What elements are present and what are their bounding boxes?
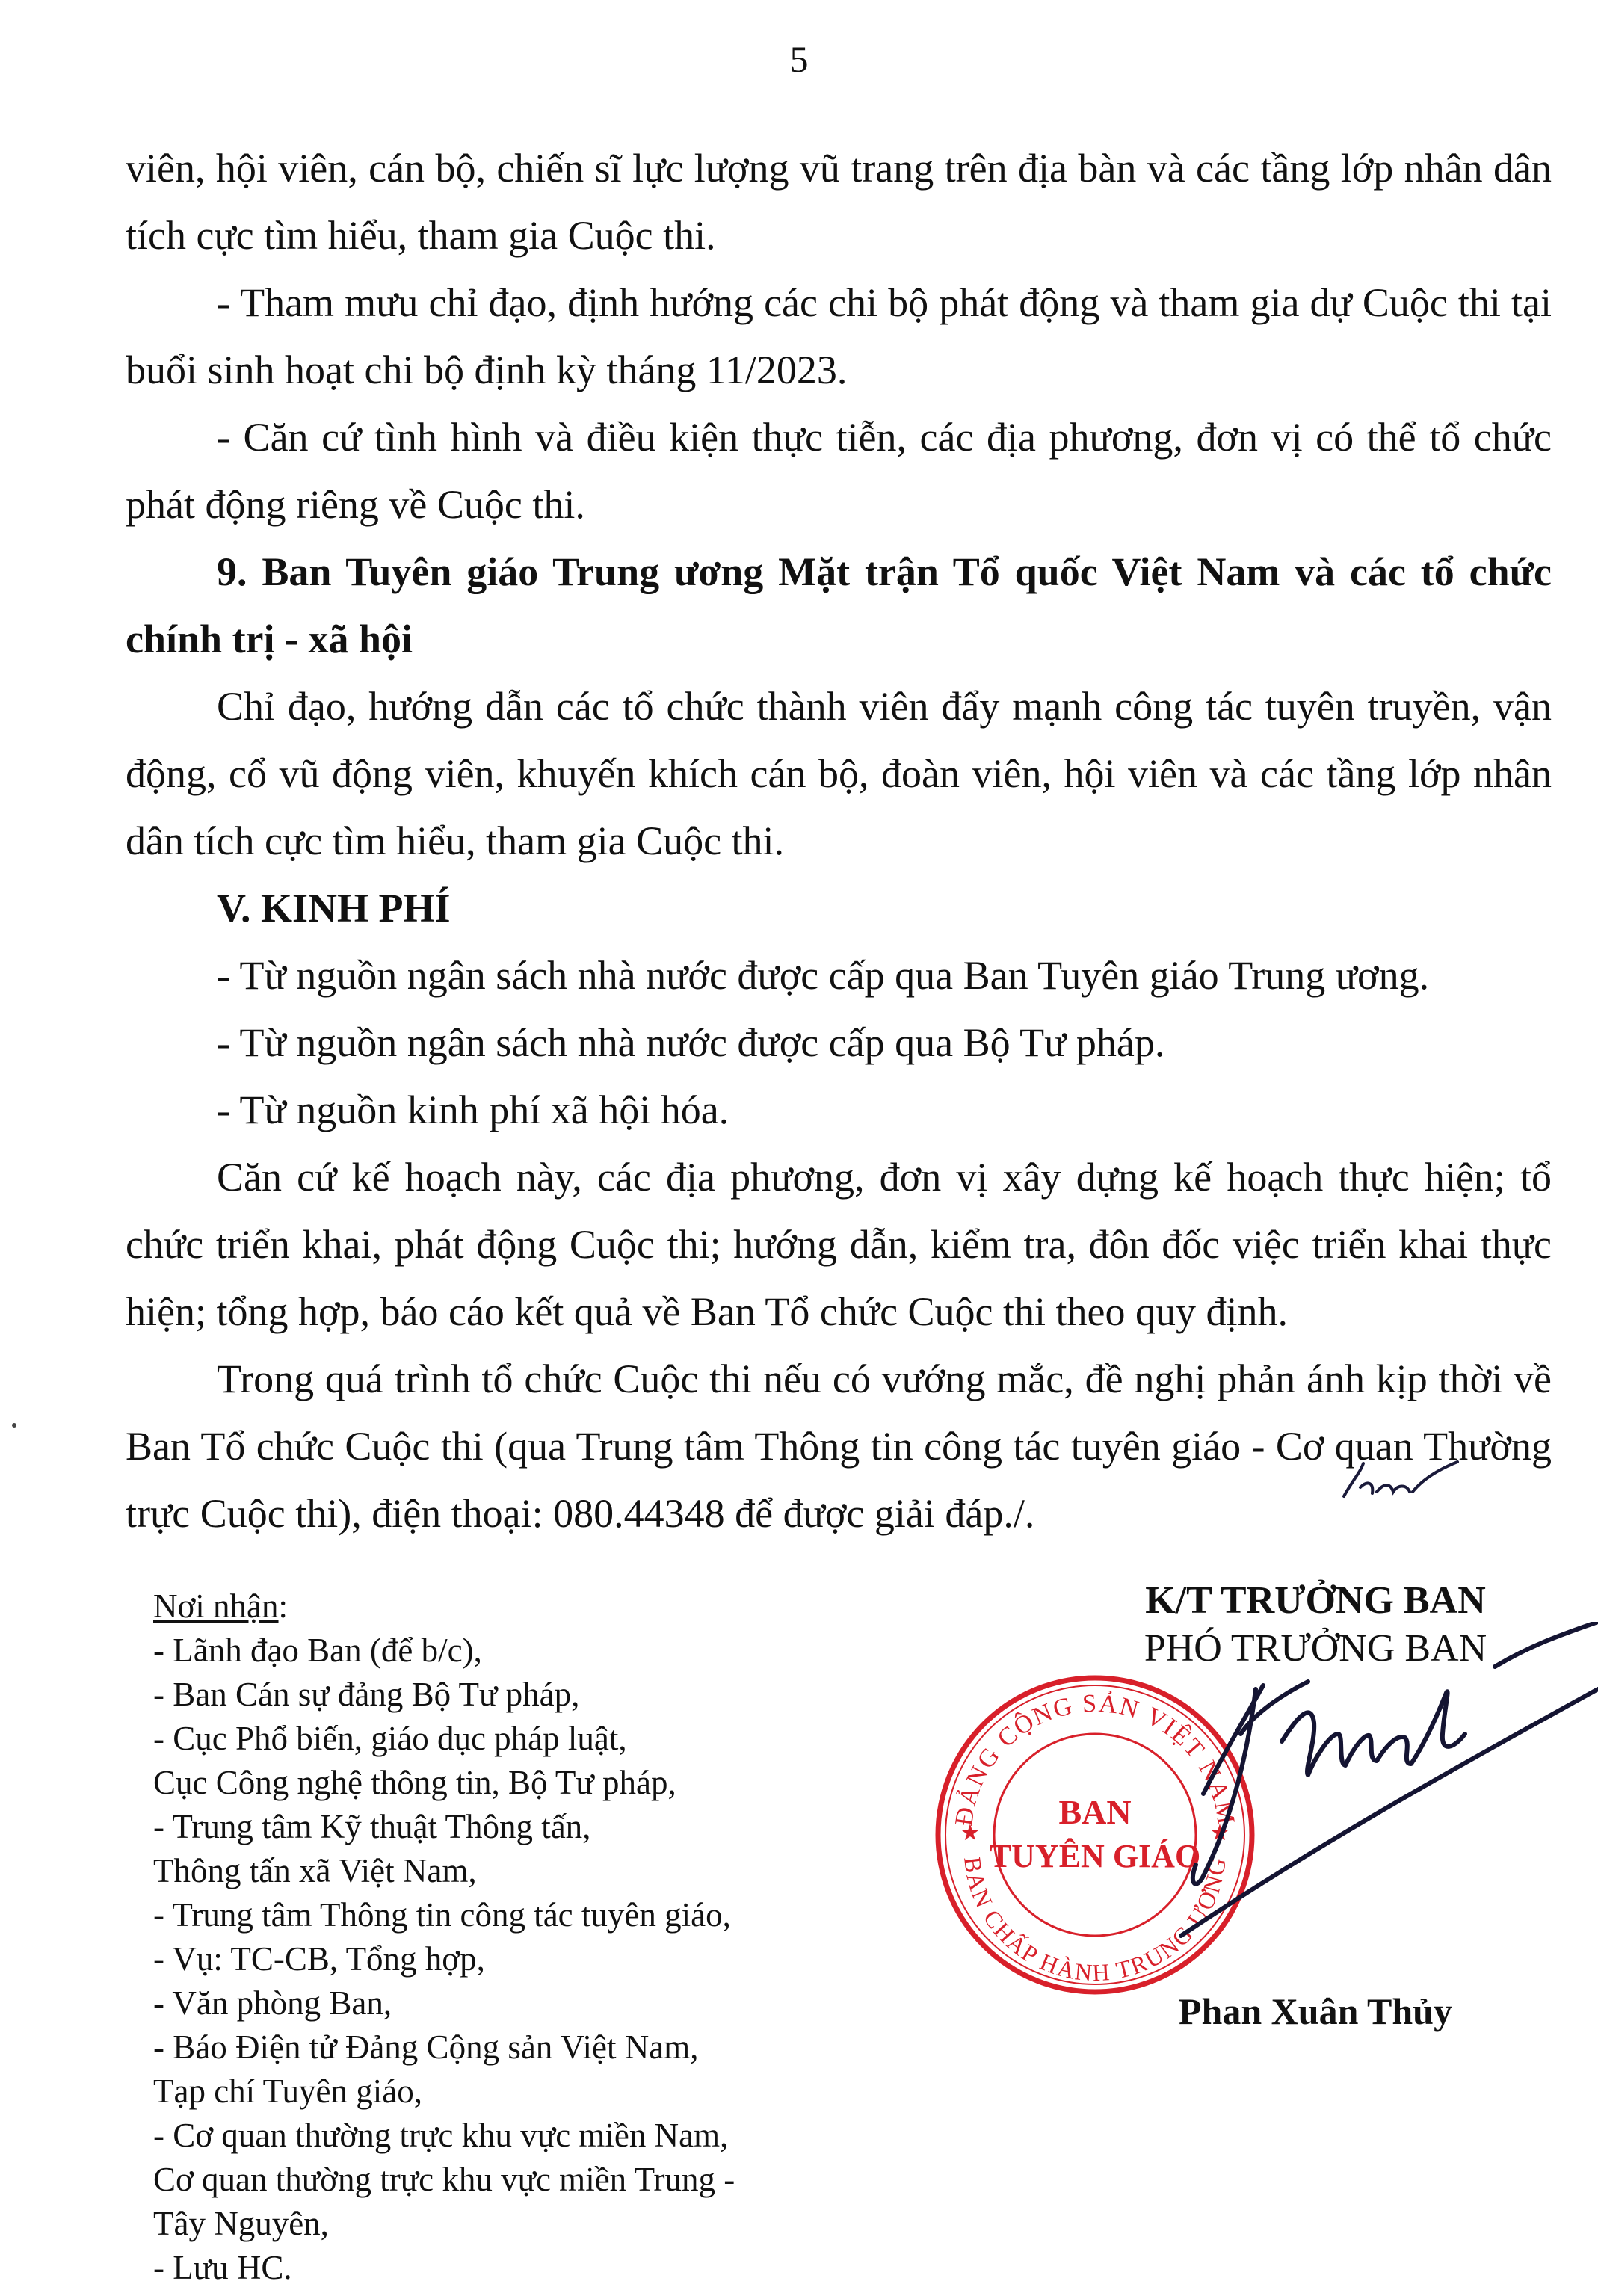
paragraph: Căn cứ kế hoạch này, các địa phương, đơn vị xây dựng kế hoạch thực hiện; tổ chức triển khai, phát động Cuộc thi; hướng dẫn, kiểm tra, đôn đốc việc triển khai thực hiện; tổng hợp, báo cáo kết quả về Ban Tổ chức Cuộc thi theo quy định. [126,1155,1552,1334]
signer-title: K/T TRƯỞNG BAN [1145,1579,1486,1622]
paragraph: - Tham mưu chỉ đạo, định hướng các chi bộ phát động và tham gia dự Cuộc thi tại buổi sinh hoạt chi bộ định kỳ tháng 11/2023. [126,280,1552,392]
paragraph: - Căn cứ tình hình và điều kiện thực tiễn, các địa phương, đơn vị có thể tổ chức phát động riêng về Cuộc thi. [126,415,1552,527]
recipients-title-line [153,1584,871,1629]
recipient-item: Tạp chí Tuyên giáo, [153,2073,422,2110]
recipient-item: Cơ quan thường trực khu vực miền Trung - [153,2161,735,2198]
signer-name: Phan Xuân Thủy [1179,1990,1452,2032]
funding-item: - Từ nguồn kinh phí xã hội hóa. [217,1087,729,1132]
recipient-item: - Vụ: TC-CB, Tổng hợp, [153,1940,485,1978]
funding-item: - Từ nguồn ngân sách nhà nước được cấp qua Bộ Tư pháp. [217,1020,1165,1065]
recipient-item: Thông tấn xã Việt Nam, [153,1852,477,1889]
seal-star-icon: ★ [960,1821,981,1845]
handwritten-signature [1017,1622,1598,1996]
page-number: 5 [789,38,809,80]
recipient-item: - Lãnh đạo Ban (để b/c), [153,1632,482,1669]
seal-outer-text: ĐẢNG CỘNG SẢN VIỆT NAM [950,1689,1241,1828]
recipient-item: - Báo Điện tử Đảng Cộng sản Việt Nam, [153,2028,699,2066]
recipients-title: Nơi nhận [153,1587,279,1625]
recipient-item: - Văn phòng Ban, [153,1984,392,2022]
recipient-item: - Cơ quan thường trực khu vực miền Nam, [153,2117,729,2154]
recipient-item: - Ban Cán sự đảng Bộ Tư pháp, [153,1676,580,1713]
recipient-item: Tây Nguyên, [153,2205,329,2242]
paragraph: Trong quá trình tổ chức Cuộc thi nếu có vướng mắc, đề nghị phản ánh kịp thời về Ban Tổ chức Cuộc thi (qua Trung tâm Thông tin công tác tuyên giáo - Cơ quan Thường trực Cuộc thi), điện thoại: 080.44348 để được giải đáp./. [126,1357,1552,1536]
seal-inner-line2: TUYÊN GIÁO [989,1838,1201,1874]
recipients-title-colon: : [278,1587,289,1625]
seal-bottom-text: BAN CHẤP HÀNH TRUNG ƯƠNG [958,1854,1232,1987]
document-body [126,135,1552,1547]
seal-star-icon: ★ [1209,1821,1230,1845]
section-heading: 9. Ban Tuyên giáo Trung ương Mặt trận Tổ quốc Việt Nam và các tổ chức chính trị - xã hội [126,549,1552,661]
paragraph: viên, hội viên, cán bộ, chiến sĩ lực lượng vũ trang trên địa bàn và các tầng lớp nhân dân tích cực tìm hiểu, tham gia Cuộc thi. [126,146,1552,258]
recipient-item: - Trung tâm Kỹ thuật Thông tấn, [153,1808,591,1845]
paragraph: Chỉ đạo, hướng dẫn các tổ chức thành viên đẩy mạnh công tác tuyên truyền, vận động, cổ vũ động viên, khuyến khích cán bộ, đoàn viên, hội viên và các tầng lớp nhân dân tích cực tìm hiểu, tham gia Cuộc thi. [126,684,1552,863]
signer-subtitle: PHÓ TRƯỞNG BAN [1144,1627,1487,1670]
recipients-list [153,1584,871,2290]
funding-item: - Từ nguồn ngân sách nhà nước được cấp qua Ban Tuyên giáo Trung ương. [217,953,1430,998]
recipient-item: - Trung tâm Thông tin công tác tuyên giáo, [153,1896,731,1934]
handwritten-initials [1338,1450,1472,1510]
margin-mark [12,1423,16,1428]
recipient-item: Cục Công nghệ thông tin, Bộ Tư pháp, [153,1764,676,1801]
section-heading: V. KINH PHÍ [217,886,451,931]
recipient-item: - Cục Phổ biến, giáo dục pháp luật, [153,1720,627,1757]
seal-inner-line1: BAN [1058,1793,1132,1831]
recipient-item: - Lưu HC. [153,2249,292,2286]
